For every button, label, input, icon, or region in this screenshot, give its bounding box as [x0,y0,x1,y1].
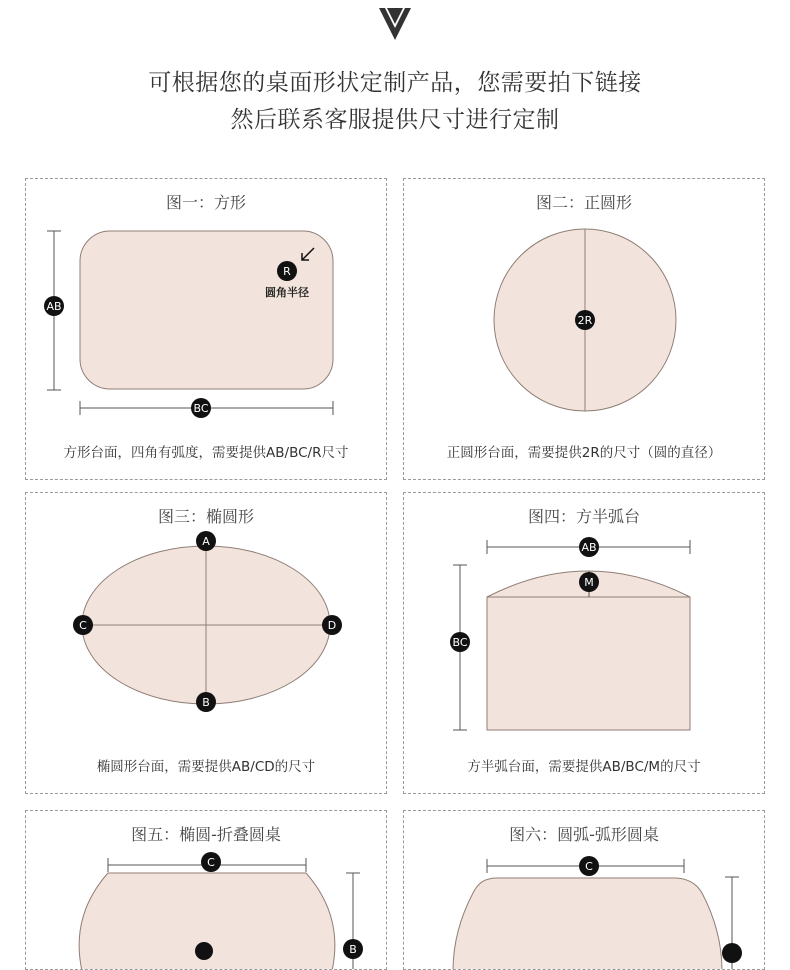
panel-half-arc [403,492,765,794]
square-diagram [26,179,387,480]
panel-ellipse [25,492,387,794]
panel-title: 图二：正圆形 [535,193,632,212]
folding-table-diagram [26,811,387,970]
r-note: 圆角半径 [265,286,309,299]
panel-title: 图五：椭圆-折叠圆桌 [131,825,281,844]
half-arc-diagram [404,493,765,794]
panel-title: 图四：方半弧台 [527,507,640,526]
panel-caption: 正圆形台面，需要提供2R的尺寸（圆的直径） [446,445,722,461]
b-label: B [202,696,210,709]
ab-label: AB [46,300,62,313]
panel-title: 图六：圆弧-弧形圆桌 [509,825,659,844]
c-label: C [585,860,593,873]
headline-line-1: 可根据您的桌面形状定制产品，您需要拍下链接 [148,70,642,96]
side-marker [722,943,742,963]
bc-label: BC [193,402,209,415]
a-label: A [202,535,210,548]
double-down-triangle-icon [377,6,413,42]
ellipse-diagram [26,493,387,794]
ab-label: AB [581,541,597,554]
d-label: D [327,619,337,632]
2r-label: 2R [577,314,593,327]
panel-arc-table [403,810,765,970]
arc-table-diagram [404,811,765,970]
panel-title: 图三：椭圆形 [157,507,254,526]
c-label: C [79,619,87,632]
circle-diagram [404,179,765,480]
r-label: R [283,265,291,278]
m-label: M [584,576,594,589]
panel-caption: 方半弧台面，需要提供AB/BC/M的尺寸 [467,759,701,775]
b-label: B [349,943,357,956]
panel-title: 图一：方形 [165,193,246,212]
panel-circle [403,178,765,480]
panel-caption: 椭圆形台面，需要提供AB/CD的尺寸 [96,759,316,775]
bc-label: BC [452,636,468,649]
center-marker [195,942,213,960]
panel-caption: 方形台面，四角有弧度，需要提供AB/BC/R尺寸 [63,445,349,461]
c-label: C [207,856,215,869]
headline-line-2: 然后联系客服提供尺寸进行定制 [230,107,560,133]
panel-square [25,178,387,480]
panel-folding-table [25,810,387,970]
